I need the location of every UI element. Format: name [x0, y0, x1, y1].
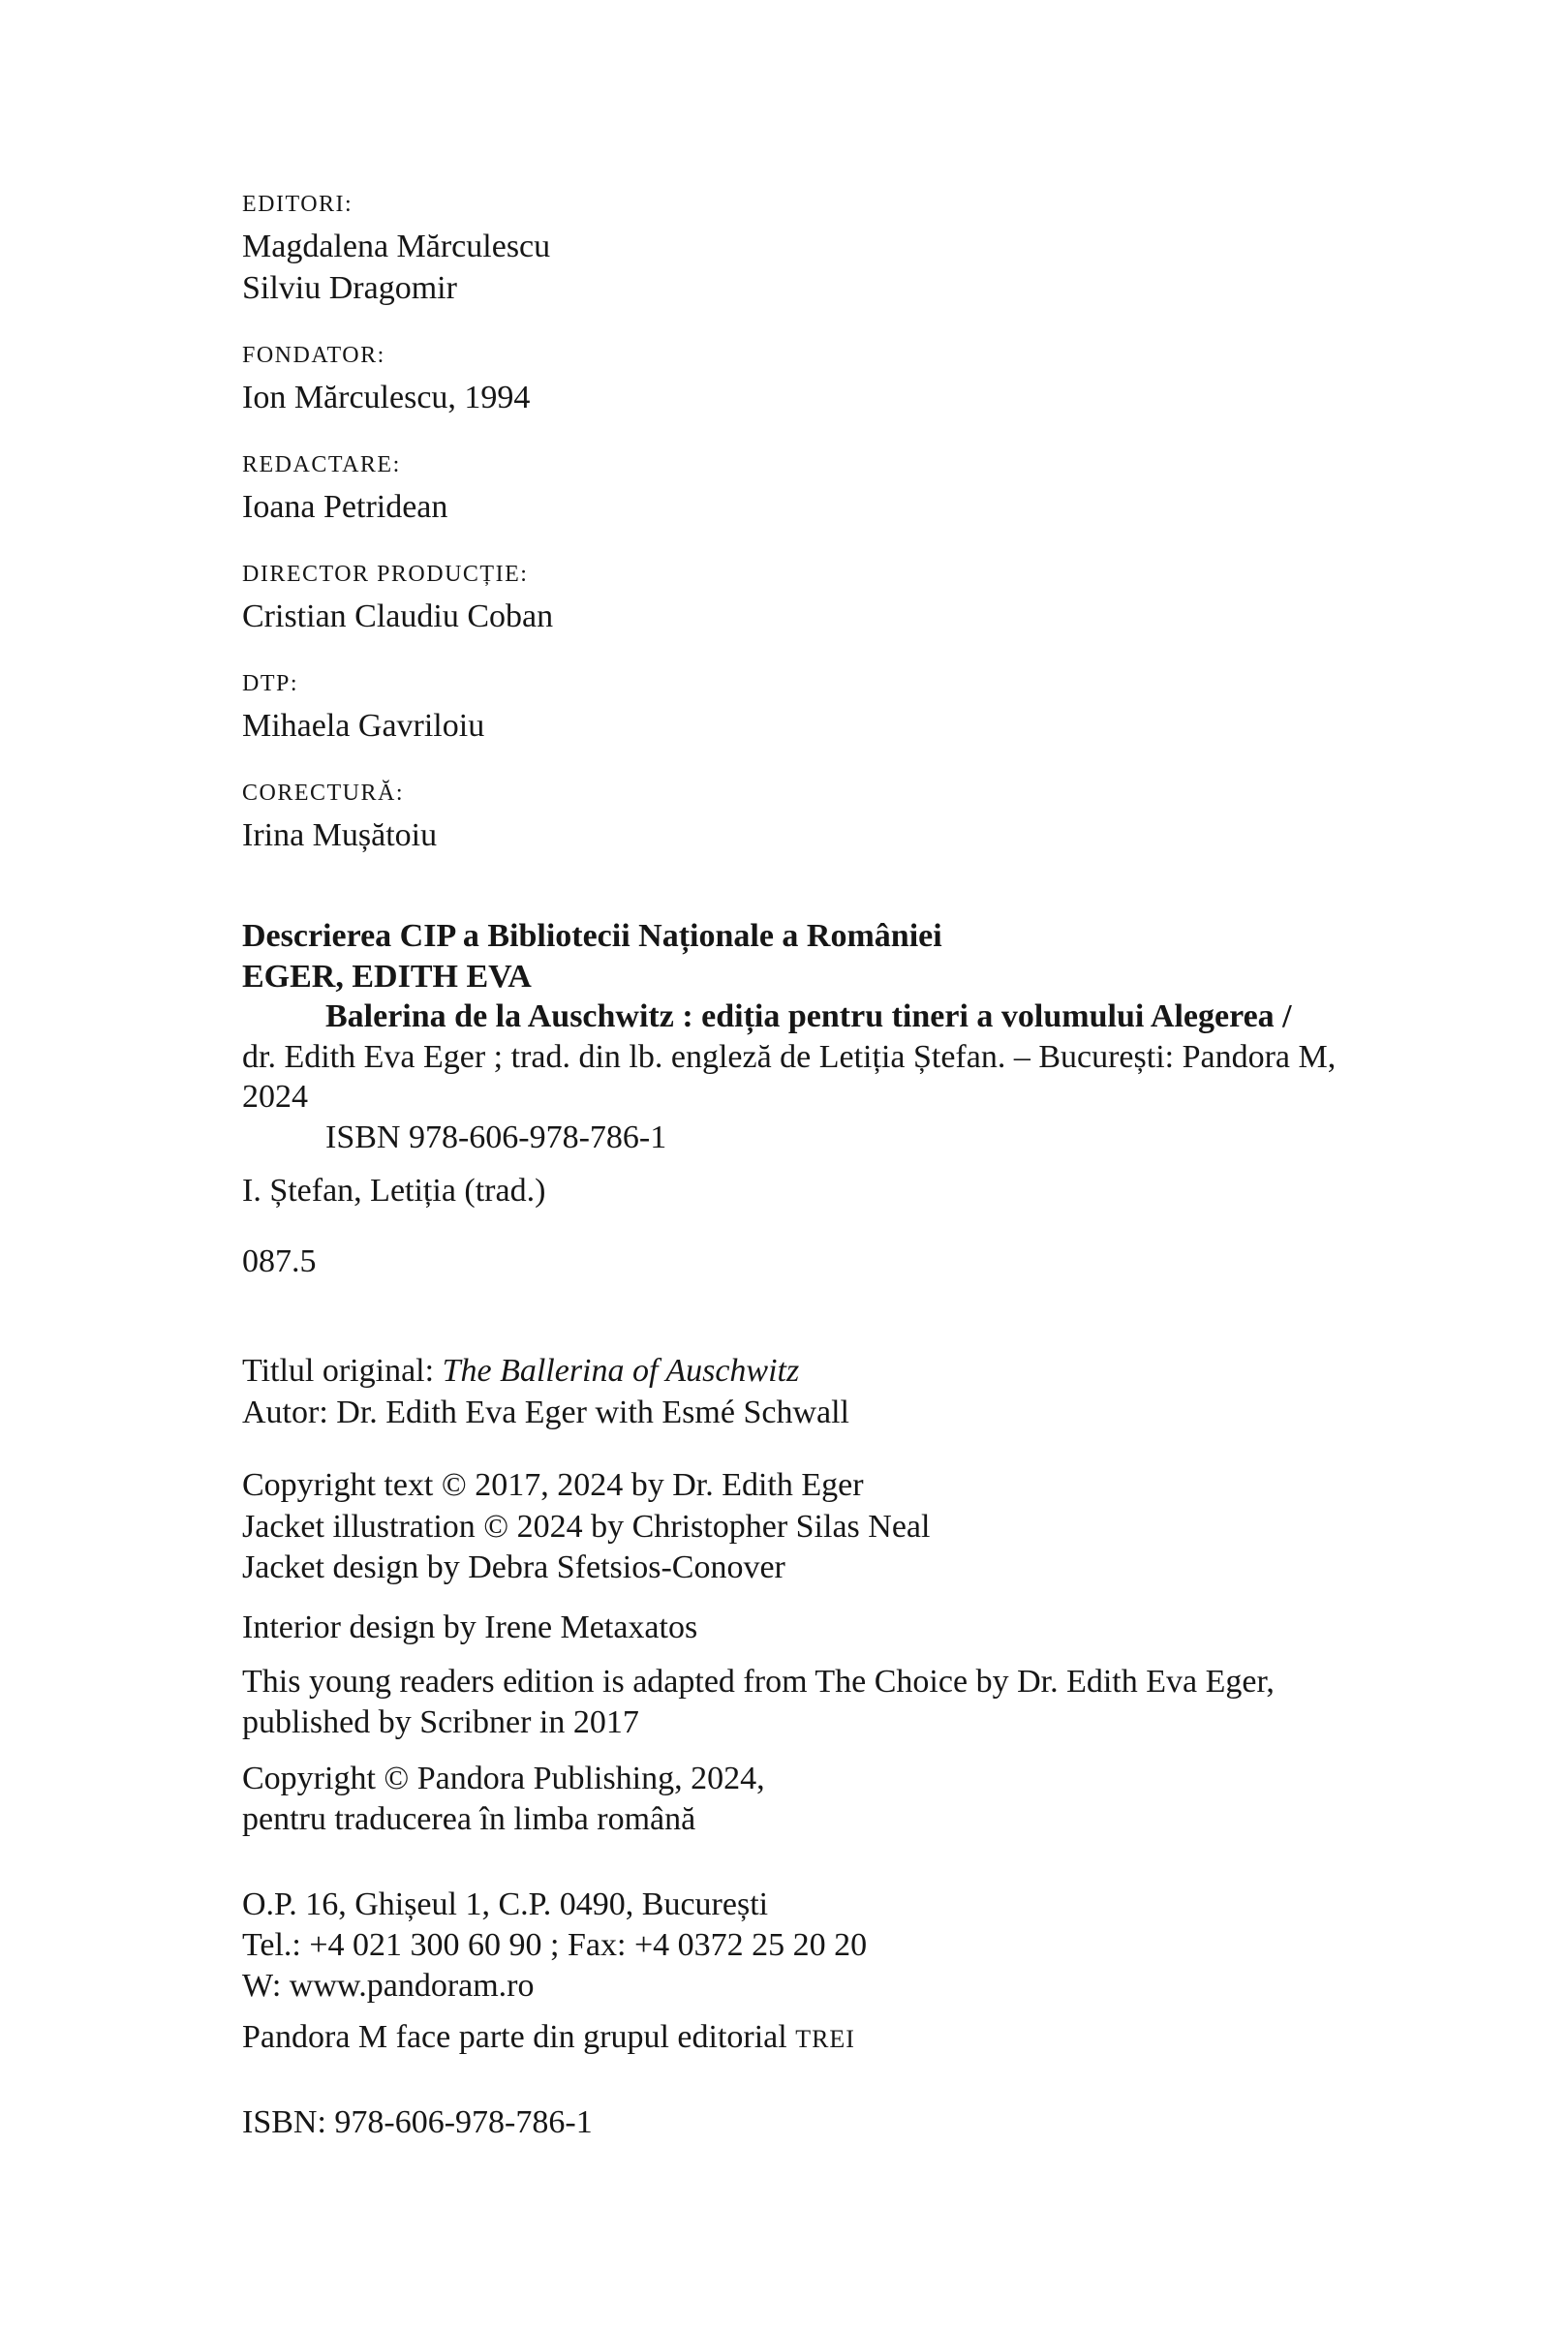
- original-title-section: [242, 1350, 1564, 1433]
- publisher-phone-fax: Tel.: +4 021 300 60 90 ; Fax: +4 0372 25 20 20: [242, 1927, 868, 1963]
- romanian-copyright-line-2: pentru traducerea în limba română: [242, 1801, 696, 1837]
- adaptation-line-1: This young readers edition is adapted from The Choice by Dr. Edith Eva Eger,: [242, 1664, 1275, 1700]
- cip-year: 2024: [242, 1079, 308, 1115]
- cip-udc: 087.5: [242, 1242, 317, 1279]
- publisher-group-name: TREI: [795, 2025, 855, 2053]
- cip-isbn: ISBN 978-606-978-786-1: [325, 1119, 667, 1155]
- credit-name: Cristian Claudiu Coban: [242, 598, 554, 634]
- credit-name: Magdalena Mărculescu: [242, 229, 551, 264]
- jacket-design-line: Jacket design by Debra Sfetsios-Conover: [242, 1549, 785, 1585]
- credit-group-fondator: [242, 335, 1564, 418]
- cip-details: dr. Edith Eva Eger ; trad. din lb. engleză de Letiția Ștefan. – București: Pandora M,: [242, 1038, 1337, 1075]
- credit-label: DTP:: [242, 671, 299, 696]
- copyright-section: [242, 1465, 1564, 1589]
- interior-design-section: [242, 1608, 1564, 1649]
- isbn-footer-section: [242, 2102, 1564, 2143]
- cip-title: Balerina de la Auschwitz : ediția pentru tineri a volumului Alegerea /: [325, 998, 1292, 1034]
- original-title: The Ballerina of Auschwitz: [442, 1353, 800, 1389]
- original-author-line: Autor: Dr. Edith Eva Eger with Esmé Schwall: [242, 1395, 849, 1430]
- cip-section: [242, 916, 1564, 1281]
- credit-group-editori: [242, 184, 1564, 309]
- credit-group-director-productie: [242, 554, 1564, 637]
- credit-label: FONDATOR:: [242, 343, 385, 368]
- original-title-line: [242, 1350, 1564, 1392]
- credit-label: EDITORI:: [242, 192, 354, 217]
- romanian-copyright-line-1: Copyright © Pandora Publishing, 2024,: [242, 1761, 765, 1796]
- adaptation-line-2: published by Scribner in 2017: [242, 1704, 639, 1740]
- credit-name: Irina Mușătoiu: [242, 817, 438, 853]
- copyright-text-line: Copyright text © 2017, 2024 by Dr. Edith Eger: [242, 1467, 864, 1503]
- credit-name: Mihaela Gavriloiu: [242, 708, 485, 744]
- isbn-footer: ISBN: 978-606-978-786-1: [242, 2104, 593, 2140]
- interior-design-line: Interior design by Irene Metaxatos: [242, 1610, 698, 1645]
- publisher-group-prefix: Pandora M face parte din grupul editorial: [242, 2019, 796, 2055]
- credit-name: Silviu Dragomir: [242, 270, 457, 306]
- credit-label: CORECTURĂ:: [242, 781, 405, 806]
- credit-name: Ioana Petridean: [242, 489, 448, 525]
- cip-author: EGER, EDITH EVA: [242, 958, 532, 995]
- cip-heading: Descrierea CIP a Bibliotecii Naționale a României: [242, 918, 942, 954]
- romanian-copyright-section: [242, 1759, 1564, 1840]
- credit-group-dtp: [242, 663, 1564, 747]
- publisher-address: O.P. 16, Ghișeul 1, C.P. 0490, București: [242, 1886, 769, 1922]
- credit-label: DIRECTOR PRODUCȚIE:: [242, 562, 529, 587]
- credit-group-redactare: [242, 445, 1564, 528]
- jacket-illustration-line: Jacket illustration © 2024 by Christopher Silas Neal: [242, 1508, 931, 1545]
- cip-translator: I. Ștefan, Letiția (trad.): [242, 1173, 546, 1209]
- credit-label: REDACTARE:: [242, 452, 401, 477]
- credits-section: [242, 184, 1564, 882]
- original-title-prefix: Titlul original:: [242, 1353, 443, 1389]
- credit-group-corectura: [242, 773, 1564, 856]
- publisher-group-section: [242, 2017, 1564, 2060]
- adaptation-section: [242, 1662, 1564, 1743]
- publisher-website: W: www.pandoram.ro: [242, 1968, 535, 2004]
- credit-name: Ion Mărculescu, 1994: [242, 380, 531, 415]
- publisher-group-line: [242, 2017, 1564, 2060]
- publisher-contact-section: [242, 1885, 1564, 2007]
